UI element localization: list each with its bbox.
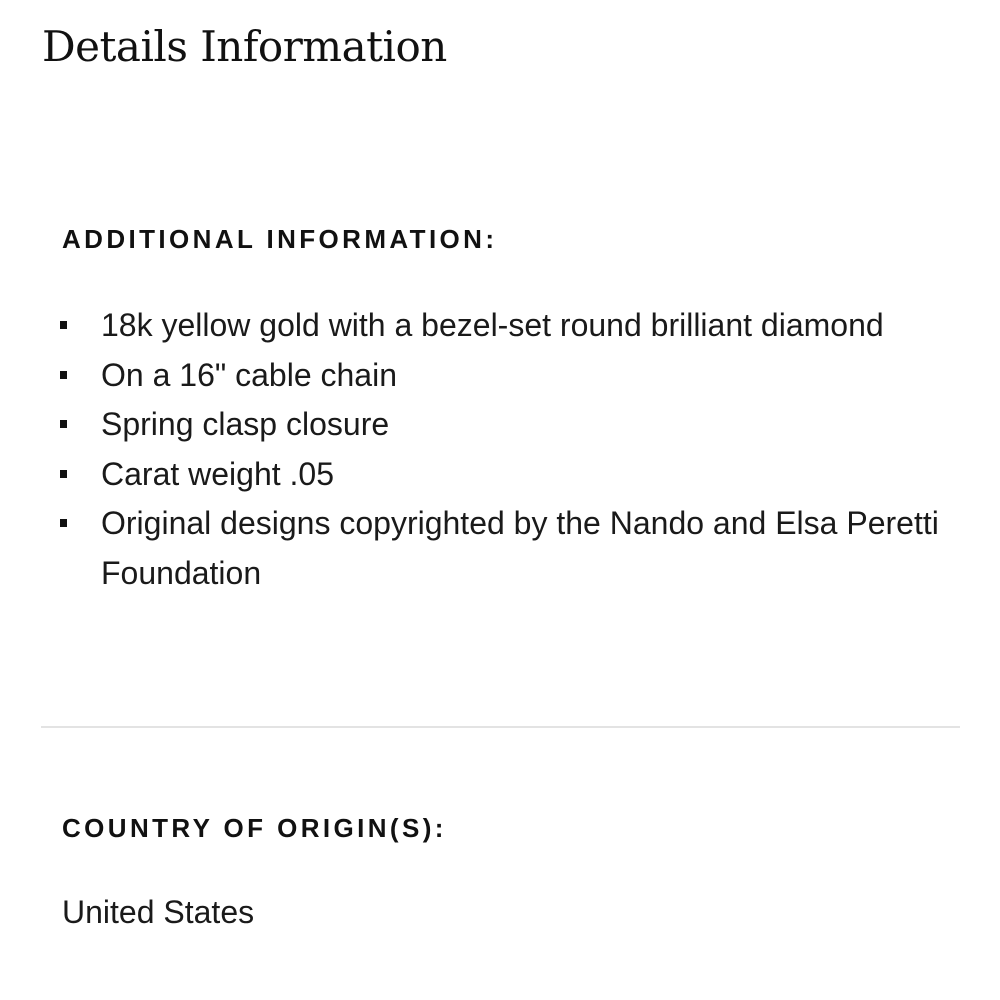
page-title: Details Information (42, 22, 447, 71)
list-item-text: Carat weight .05 (101, 455, 335, 492)
list-item-text: Original designs copyrighted by the Nando and Elsa Peretti Foundation (101, 505, 939, 591)
additional-information-heading: ADDITIONAL INFORMATION: (62, 224, 498, 254)
list-item-text: On a 16" cable chain (101, 356, 397, 393)
section-divider (41, 726, 960, 728)
list-item-text: Spring clasp closure (101, 406, 390, 443)
list-item (60, 400, 940, 450)
list-item (60, 351, 940, 401)
list-item-text: 18k yellow gold with a bezel-set round brilliant diamond (101, 307, 884, 343)
bullet-icon (60, 470, 67, 478)
list-item (60, 499, 940, 598)
list-item (60, 301, 940, 351)
bullet-icon (60, 371, 67, 379)
country-of-origin-heading: COUNTRY OF ORIGIN(S): (62, 813, 447, 843)
bullet-icon (60, 420, 67, 428)
country-of-origin-value: United States (62, 894, 255, 930)
additional-information-list (60, 301, 940, 599)
list-item (60, 450, 940, 500)
bullet-icon (60, 321, 67, 329)
bullet-icon (60, 519, 67, 527)
